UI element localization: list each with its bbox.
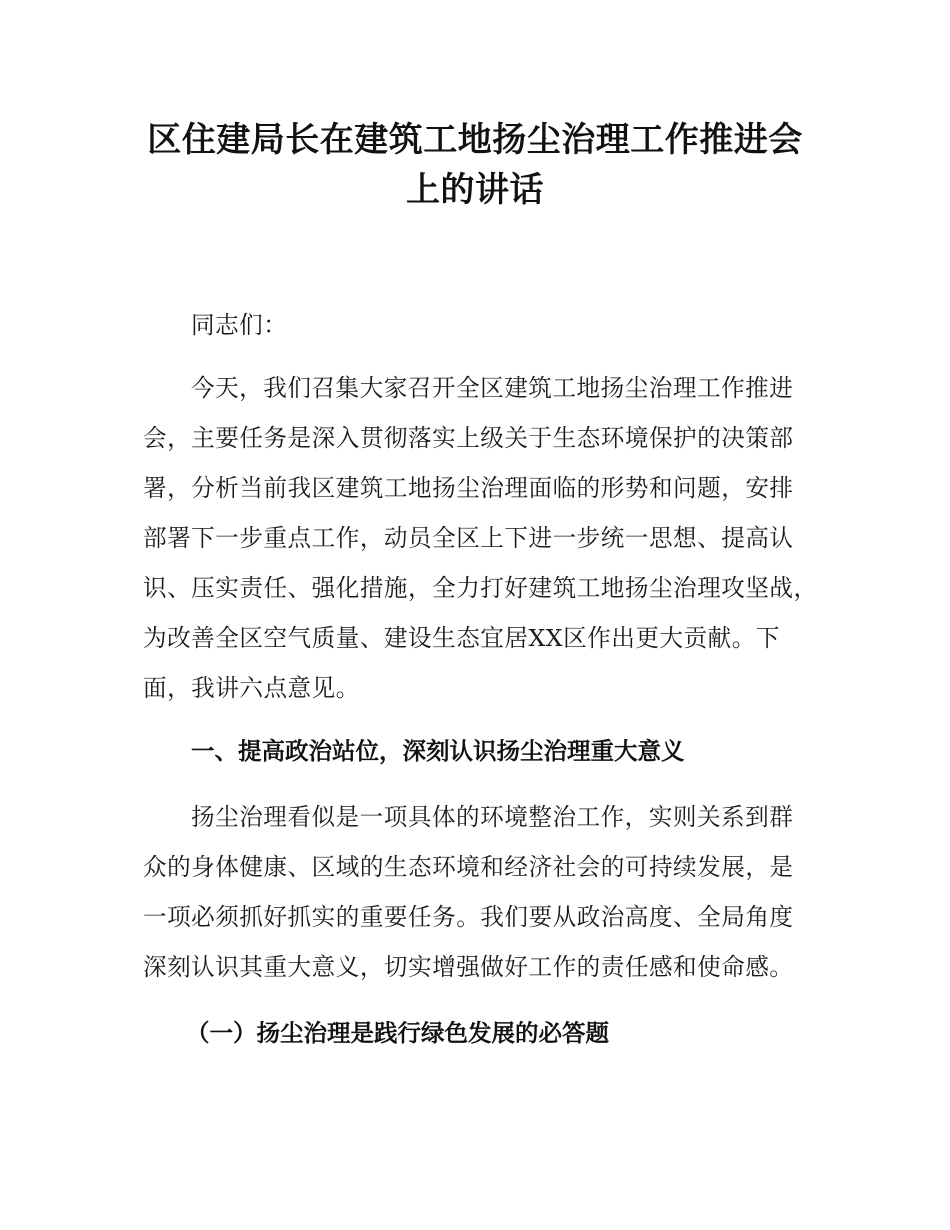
section-1-line: 深刻认识其重大意义，切实增强做好工作的责任感和使命感。 (143, 953, 794, 981)
intro-line: 为改善全区空气质量、建设生态宜居XX区作出更大贡献。下 (143, 624, 780, 652)
intro-line: 署，分析当前我区建筑工地扬尘治理面临的形势和问题，安排 (143, 474, 794, 502)
section-heading-1: 一、提高政治站位，深刻认识扬尘治理重大意义 (191, 737, 685, 765)
document-title-line-2: 上的讲话 (406, 170, 544, 210)
intro-line: 今天，我们召集大家召开全区建筑工地扬尘治理工作推进 (191, 374, 794, 402)
intro-line: 面，我讲六点意见。 (143, 674, 360, 702)
salutation-text: 同志们： (191, 311, 288, 339)
section-1-line: 一项必须抓好抓实的重要任务。我们要从政治高度、全局角度 (143, 903, 794, 931)
section-1-paragraph (143, 792, 833, 992)
document-title-line-1: 区住建局长在建筑工地扬尘治理工作推进会 (147, 120, 803, 160)
section-1-line: 扬尘治理看似是一项具体的环境整治工作，实则关系到群 (191, 803, 794, 831)
intro-line: 会，主要任务是深入贯彻落实上级关于生态环境保护的决策部 (143, 424, 794, 452)
intro-line: 部署下一步重点工作，动员全区上下进一步统一思想、提高认 (143, 524, 794, 552)
section-1-line: 众的身体健康、区域的生态环境和经济社会的可持续发展，是 (143, 853, 794, 881)
intro-paragraph (143, 363, 833, 713)
intro-line: 识、压实责任、强化措施，全力打好建筑工地扬尘治理攻坚战， (143, 574, 818, 602)
subsection-heading-1: （一）扬尘治理是践行绿色发展的必答题 (186, 1019, 609, 1047)
salutation (143, 300, 833, 350)
